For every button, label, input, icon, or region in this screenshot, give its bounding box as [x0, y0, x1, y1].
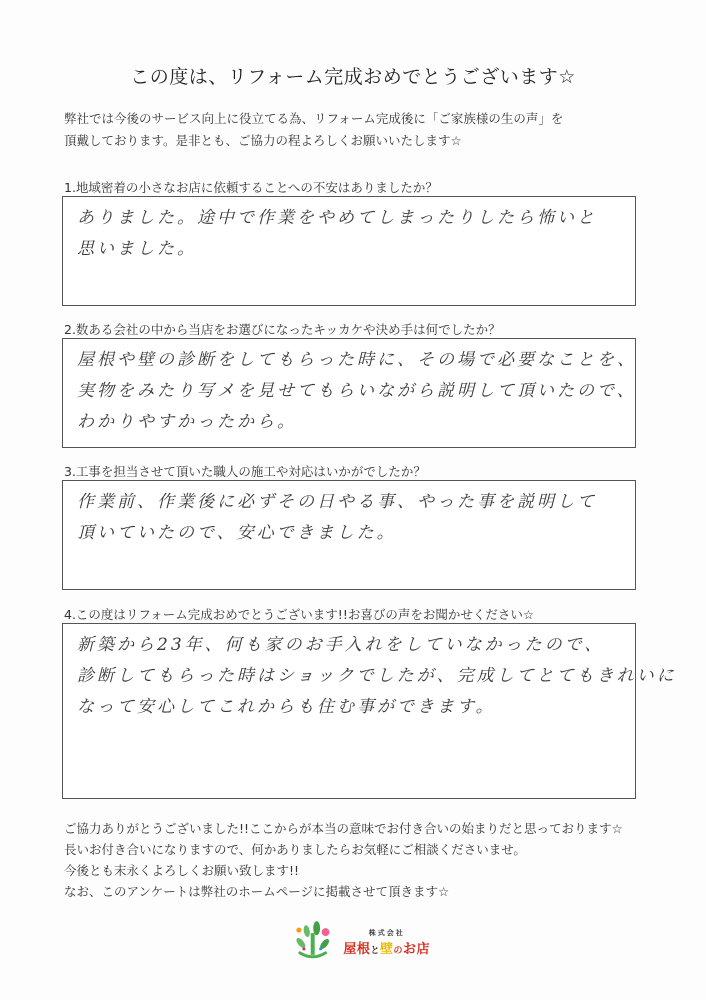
question-3-answer-box: [62, 480, 636, 590]
closing-line: ご協力ありがとうございました!!ここからが本当の意味でお付き合いの始まりだと思っております☆: [64, 821, 623, 836]
closing-line: 長いお付き合いになりますので、何かありましたらお気軽にご相談くださいませ。: [64, 842, 526, 857]
answer-line: わかりやすかったから。: [77, 412, 297, 432]
logo-name-part: 壁: [379, 941, 394, 957]
answer-line: 思いました。: [77, 239, 197, 259]
closing-line: なお、このアンケートは弊社のホームページに掲載させて頂きます☆: [64, 884, 450, 899]
question-1-label: 1.地域密着の小さなお店に依頼することへの不安はありましたか？: [64, 180, 438, 195]
answer-line: 新築から23年、何も家のお手入れをしていなかったので、: [77, 635, 605, 655]
tree-logo-icon: [290, 919, 335, 965]
closing-message: [64, 818, 664, 902]
logo-name-part: と: [370, 945, 380, 956]
answer-line: 作業前、作業後に必ずその日やる事、やった事を説明して: [77, 492, 597, 512]
question-2-label: 2.数ある会社の中から当店をお選びになったキッカケや決め手は何でしたか？: [64, 322, 501, 337]
logo-name-part: 屋根: [343, 941, 371, 957]
intro-line: 頂戴しております。是非とも、ご協力の程よろしくお願いいたします☆: [64, 133, 462, 148]
question-2-answer-box: [62, 338, 636, 448]
question-4-label: 4.この度はリフォーム完成おめでとうございます!!お喜びの声をお聞かせください☆: [64, 607, 535, 622]
question-3-label: 3.工事を担当させて頂いた職人の施工や対応はいかがでしたか？: [64, 464, 426, 479]
answer-line: 頂いていたので、安心できました。: [77, 523, 397, 543]
logo-company-name: [343, 938, 430, 957]
question-1-answer-box: [62, 196, 636, 306]
question-4-answer-box: [62, 623, 677, 799]
logo-name-part: の: [393, 945, 403, 956]
answer-line: なって安心してこれからも住む事ができます。: [77, 697, 496, 717]
closing-line: 今後とも末永くよろしくお願い致します!!: [64, 863, 300, 878]
answer-line: 実物をみたり写メを見せてもらいながら説明して頂いたので、: [77, 381, 637, 401]
logo-name-part: お店: [402, 941, 430, 957]
intro-line: 弊社では今後のサービス向上に役立てる為、リフォーム完成後に「ご家族様の生の声」を: [64, 111, 564, 126]
company-logo: [290, 918, 430, 966]
logo-company-type: 株式会社: [368, 928, 405, 937]
intro-text: [64, 108, 644, 152]
answer-line: 診断してもらった時はショックでしたが、完成してとてもきれいに: [77, 666, 677, 686]
page-title: この度は、リフォーム完成おめでとうございます☆: [130, 66, 576, 88]
answer-line: 屋根や壁の診断をしてもらった時に、その場で必要なことを、: [77, 350, 637, 370]
answer-line: ありました。途中で作業をやめてしまったりしたら怖いと: [77, 208, 597, 228]
